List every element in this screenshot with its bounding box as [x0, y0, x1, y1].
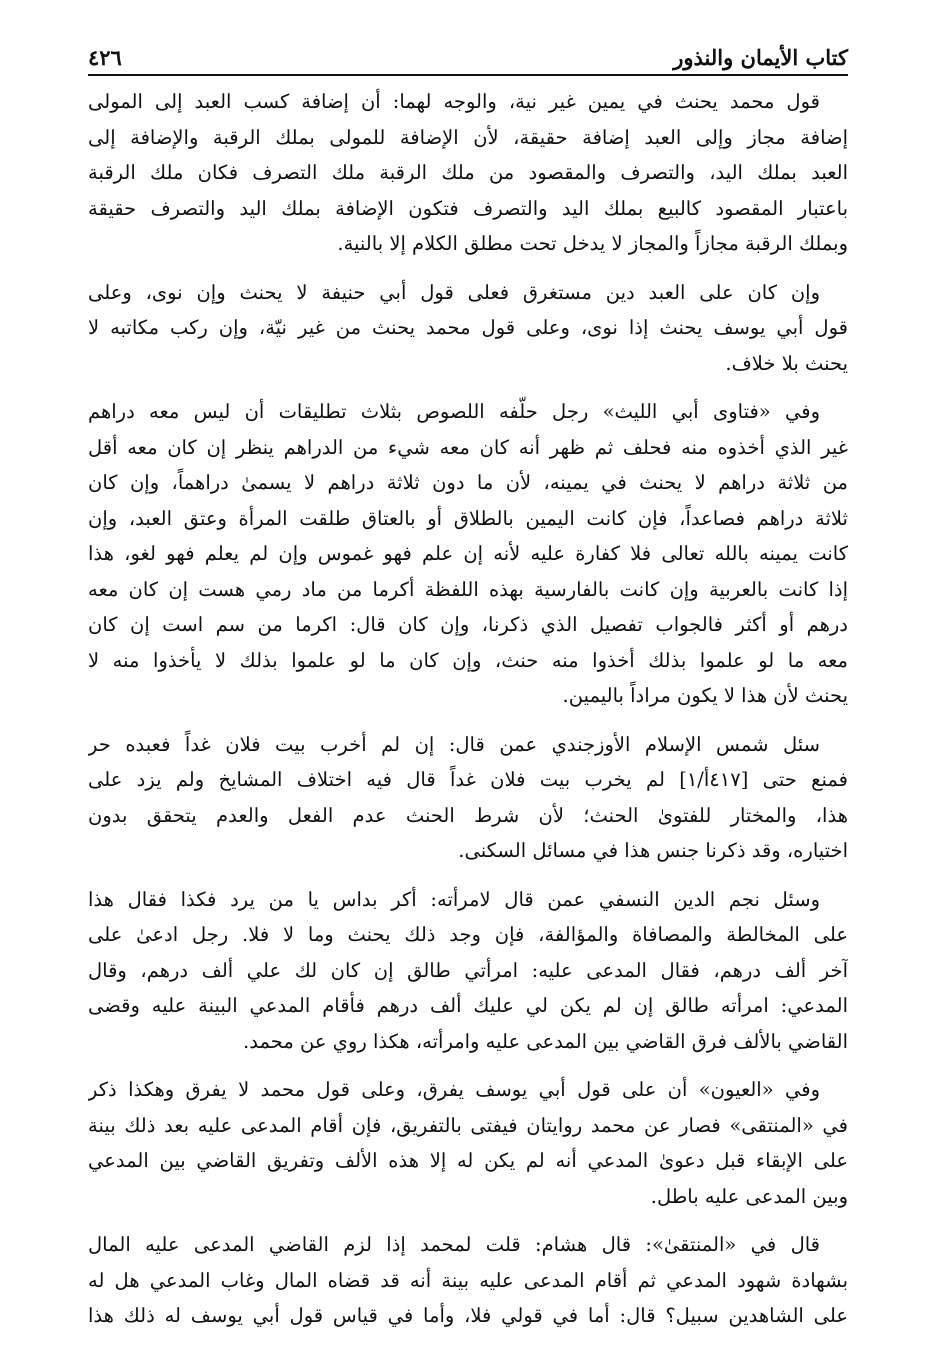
text-line: من ثلاثة دراهم لا يحنث في يمينه، لأن ما دون ثلاثة دراهم لا يسمىٰ دراهماً، وإن كان	[88, 471, 848, 494]
paragraph	[88, 727, 848, 869]
text-line: وسئل نجم الدين النسفي عمن قال لامرأته: أكر بداس يا من يرد فكذا فقال هذا	[88, 887, 820, 911]
paragraph	[88, 84, 848, 262]
text-line: درهم أو أكثر فالجواب تفصيل الذي ذكرنا، وإن كان قال: اكرما من سم است إن كان	[88, 613, 848, 636]
text-line: القاضي بالألف فرق القاضي بين المدعى عليه وامرأته، هكذا روي عن محمد.	[243, 1029, 848, 1053]
running-title: كتاب الأيمان والنذور	[673, 45, 848, 70]
text-line: إذا كانت بالعربية وإن كانت بالفارسية بهذه اللفظة أكرما من ماد رمي هست إن كان معه	[88, 577, 848, 601]
text-line: العبد بملك اليد، والتصرف والمقصود من ملك الرقبة ملك التصرف فكان ملك الرقبة	[88, 161, 848, 184]
page-number: ٤٢٦	[88, 45, 122, 70]
text-line: قول محمد يحنث في يمين غير نية، والوجه لهما: أن إضافة كسب العبد إلى المولى	[88, 90, 820, 113]
page-header	[88, 36, 848, 76]
text-line: وبين المدعى عليه باطل.	[650, 1184, 848, 1208]
text-line: وفي «العيون» أن على قول أبي يوسف يفرق، وعلى قول محمد لا يفرق وهكذا ذكر	[88, 1078, 820, 1101]
paragraph	[88, 275, 848, 382]
text-line: وبملك الرقبة مجازاً والمجاز لا يدخل تحت مطلق الكلام إلا بالنية.	[337, 232, 848, 255]
page-body	[88, 84, 848, 1347]
text-line: غير الذي أخذوه منه فحلف ثم ظهر أنه كان معه شيء من الدراهم ينظر إن كان معه أقل	[88, 435, 848, 459]
text-line: هذا، والمختار للفتوىٰ الحنث؛ لأن شرط الحنث عدم الفعل والعدم يتحقق بدون	[88, 803, 848, 827]
text-line: في «المنتقى» فصار عن محمد روايتان فيفتى بالتفريق، فإن أقام المدعى عليه بعد ذلك بينة	[88, 1113, 848, 1137]
text-line: إضافة مجاز وإلى العبد إضافة حقيقة، لأن الإضافة للمولى بملك الرقبة والإضافة إلى	[88, 125, 848, 149]
paragraph	[88, 1072, 848, 1214]
text-line: ثلاثة دراهم فصاعداً، فإن كانت اليمين بالطلاق أو بالعتاق طلقت المرأة وعتق العبد، وإن	[88, 506, 848, 530]
text-line: كانت يمينه بالله تعالى فلا كفارة عليه لأنه إن علم فهو غموس وإن لم يعلم فهو لغو، هذا	[88, 542, 848, 565]
text-line: معه ما لو علموا بذلك أخذوا منه حنث، وإن كان ما لو علموا بذلك لا يأخذوا منه لا	[88, 648, 848, 672]
text-line: وإن كان على العبد دين مستغرق فعلى قول أبي حنيفة لا يحنث وإن نوى، وعلى	[88, 280, 820, 304]
paragraph	[88, 394, 848, 714]
paragraph	[88, 1227, 848, 1334]
text-line: وفي «فتاوى أبي الليث» رجل حلّفه اللصوص بثلاث تطليقات أن ليس معه دراهم	[88, 400, 820, 423]
text-line: قال في «المنتقىٰ»: قال هشام: قلت لمحمد إذا لزم القاضي المدعى عليه المال	[88, 1233, 820, 1256]
text-line: باعتبار المقصود كالبيع بملك اليد والتصرف فتكون الإضافة بملك اليد والتصرف حقيقة	[88, 196, 848, 220]
text-line: فمنع حتى [٤١٧أ/١] لم يخرب بيت فلان غداً قال فيه اختلاف المشايخ ولم يزد على	[88, 768, 848, 791]
text-line: سئل شمس الإسلام الأوزجندي عمن قال: إن لم أخرب بيت فلان غداً فعبده حر	[88, 732, 820, 756]
text-line: على الشاهدين سبيل؟ قال: أما في قولي فلا، وأما في قياس قول أبي يوسف له ذلك هذا	[88, 1304, 848, 1327]
text-line: آخر ألف درهم، فقال المدعى عليه: امرأتي طالق إن كان لك علي ألف درهم، وقال	[88, 958, 848, 982]
text-line: بشهادة شهود المدعي ثم أقام المدعى عليه بينة أنه قد قضاه المال وغاب المدعي هل له	[88, 1268, 848, 1292]
text-line: يحنث لأن هذا لا يكون مراداً باليمين.	[562, 684, 848, 707]
text-line: قول أبي يوسف يحنث إذا نوى، وعلى قول محمد يحنث من غير نيّة، وإن ركب مكاتبه لا	[88, 316, 848, 339]
text-line: المدعي: امرأته طالق إن لم يكن لي عليك ألف درهم فأقام المدعي البينة عليه وقضى	[88, 994, 848, 1017]
text-line: يحنث بلا خلاف.	[725, 351, 848, 375]
text-line: على الإبقاء قبل دعوىٰ المدعي أنه لم يكن له إلا هذه الألف وتفريق القاضي بين المدعي	[88, 1149, 848, 1172]
text-line: على المخالطة والمصافاة والمؤالفة، فإن وجد ذلك يحنث وما لا فلا. رجل ادعىٰ على	[88, 923, 848, 946]
paragraph	[88, 882, 848, 1060]
text-line: اختياره، وقد ذكرنا جنس هذا في مسائل السكنى.	[458, 839, 848, 862]
